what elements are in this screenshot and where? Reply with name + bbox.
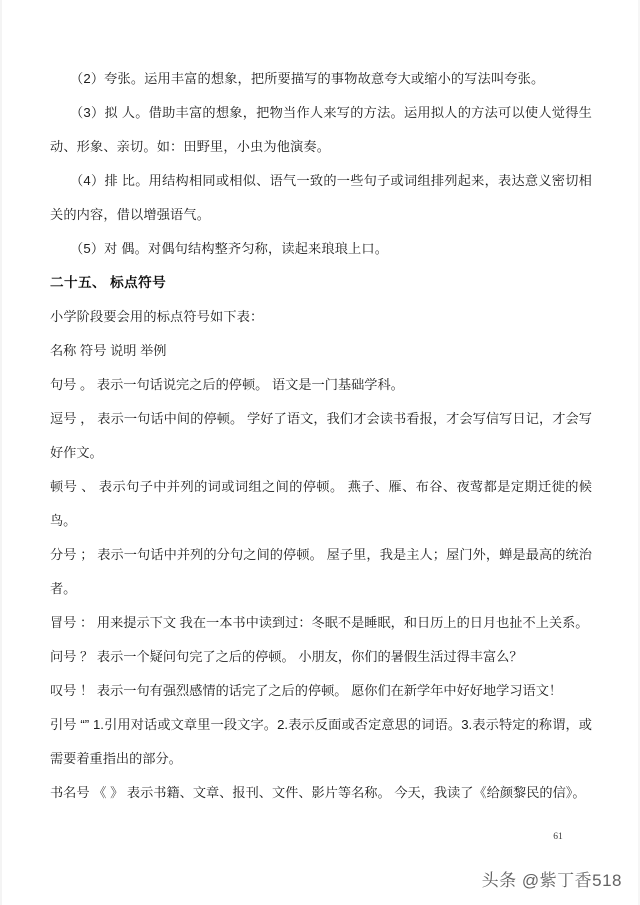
table-row-yinhao: 引号 “” 1.引用对话或文章里一段文字。2.表示反面或否定意思的词语。3.表示特定的称谓，或需要着重指出的部分。 <box>50 717 592 766</box>
table-row-juhao: 句号 。 表示一句话说完之后的停顿。 语文是一门基础学科。 <box>50 377 404 392</box>
table-row-dunhao: 顿号 、 表示句子中并列的词或词组之间的停顿。 燕子、雁、布谷、夜莺都是定期迁徙的候鸟。 <box>50 479 592 528</box>
page-number-value: 61 <box>553 832 563 842</box>
section-heading: 二十五、 标点符号 <box>50 275 167 290</box>
table-row-shumingha o: 书名号 《 》 表示书籍、文章、报刊、文件、影片等名称。 今天，我读了《给颜黎民的信》。 <box>50 785 586 800</box>
rhetoric-item-niren: （3）拟 人。借助丰富的想象，把物当作人来写的方法。运用拟人的方法可以使人觉得生动、形象、亲切。如：田野里，小虫为他演奏。 <box>50 105 592 154</box>
punctuation-table-header: 名称 符号 说明 举例 <box>50 343 167 358</box>
watermark-text: 头条 @紫丁香518 <box>481 871 622 890</box>
table-row-fenhao: 分号 ； 表示一句话中并列的分句之间的停顿。 屋子里，我是主人；屋门外，蝉是最高的统治者。 <box>50 547 592 596</box>
table-row-tanhao: 叹号 ！ 表示一句有强烈感情的话完了之后的停顿。 愿你们在新学年中好好地学习语文！ <box>50 683 563 698</box>
table-row-maohao: 冒号 ： 用来提示下文 我在一本书中读到过：冬眠不是睡眠，和日历上的日月也扯不上关系。 <box>50 615 589 630</box>
watermark <box>482 866 622 891</box>
page-number <box>0 832 640 842</box>
page-edge-left <box>0 0 2 905</box>
section-intro: 小学阶段要会用的标点符号如下表： <box>50 309 264 324</box>
rhetoric-item-kuazhang: （2）夸张。运用丰富的想象，把所要描写的事物故意夸大或缩小的写法叫夸张。 <box>70 71 545 86</box>
table-row-wenhao: 问号 ？ 表示一个疑问句完了之后的停顿。 小朋友，你们的暑假生活过得丰富么？ <box>50 649 523 664</box>
rhetoric-item-duiou: （5）对 偶。对偶句结构整齐匀称，读起来琅琅上口。 <box>70 241 389 256</box>
table-row-douhao: 逗号 ， 表示一句话中间的停顿。 学好了语文，我们才会读书看报，才会写信写日记，才会写好作文。 <box>50 411 592 460</box>
rhetoric-item-paibi: （4）排 比。用结构相同或相似、语气一致的一些句子或词组排列起来，表达意义密切相关的内容，借以增强语气。 <box>50 173 592 222</box>
page-content <box>50 62 592 810</box>
